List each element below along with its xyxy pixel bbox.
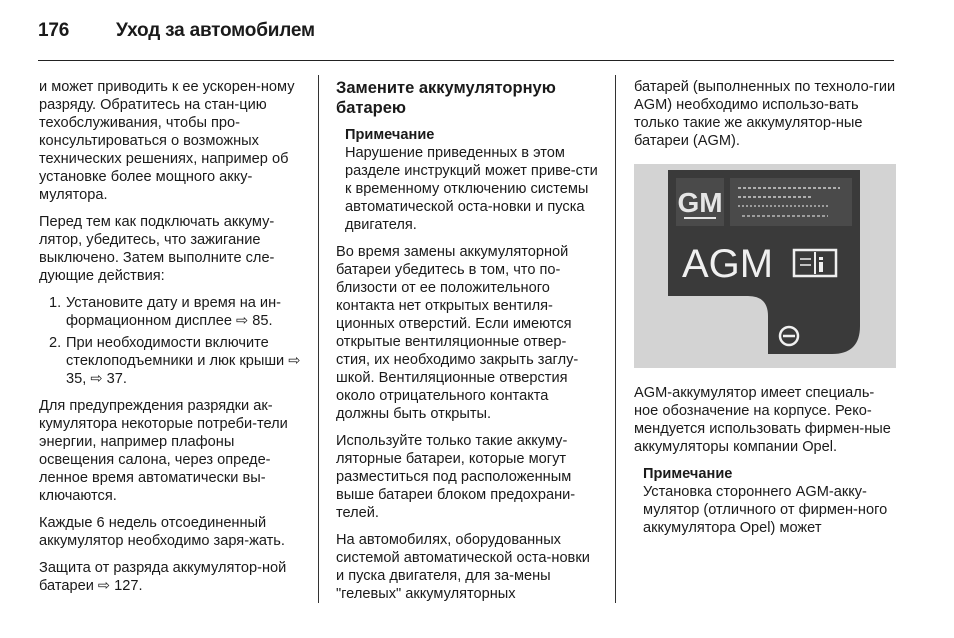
section-heading: Замените аккумуляторную батарею (336, 79, 556, 117)
paragraph: Перед тем как подключать аккуму-лятор, убедитесь, что зажигание выключено. Затем выполните сле-дующие действия: (39, 214, 275, 284)
column-divider (318, 75, 319, 603)
column-1 (39, 78, 301, 604)
step-number: 2. (49, 335, 62, 351)
gm-logo: GM (677, 187, 723, 218)
paragraph: Защита от разряда аккумулятор-ной батареи ⇨ 127. (39, 560, 287, 594)
note-title: Примечание (345, 127, 435, 143)
list-item (39, 334, 301, 388)
page-title: Уход за автомобилем (116, 20, 315, 41)
paragraph: AGM-аккумулятор имеет специаль-ное обозначение на корпусе. Реко-мендуется использовать фирмен-ные аккумуляторы компании Opel. (634, 385, 891, 455)
column-2 (336, 78, 600, 612)
column-3 (634, 78, 896, 546)
agm-label-figure (634, 164, 896, 368)
step-number: 1. (49, 295, 62, 311)
step-text: Установите дату и время на ин-формационном дисплее ⇨ 85. (66, 295, 281, 329)
paragraph: и может приводить к ее ускорен-ному разряду. Обратитесь на стан-цию техобслуживания, чтобы про-консультироваться о возможных технических решениях, например об установке более мощного акку-мулятора. (39, 79, 295, 203)
list-item (39, 294, 301, 330)
agm-battery-label-illustration (634, 164, 896, 368)
paragraph: Каждые 6 недель отсоединенный аккумулятор необходимо заря-жать. (39, 515, 285, 549)
paragraph: батарей (выполненных по техноло-гии AGM) необходимо использо-вать только такие же аккумулятор-ные батареи (AGM). (634, 79, 896, 149)
agm-label-text: AGM (682, 242, 774, 286)
paragraph: Используйте только такие аккуму-ляторные батареи, которые могут разместиться под расположенным выше батареи блоком предохрани-телей. (336, 433, 576, 521)
note-text: Установка стороннего AGM-акку-мулятор (отличного от фирмен-ного аккумулятора Opel) может (643, 484, 888, 536)
page-header (38, 20, 315, 42)
paragraph: Во время замены аккумуляторной батареи убедитесь в том, что по-близости от ее положительного контакта нет открытых вентиля-ционных отверстий. Если имеются открытые вентиляционные отвер-стия, их необходимо закрыть заглу-шкой. Вентиляционные отверстия около отрицательного контакта должны быть открыты. (336, 244, 579, 422)
paragraph: Для предупреждения разрядки ак-кумулятора некоторые потреби-тели энергии, например плафоны освещения салона, через опреде-ленное время автоматически вы-ключаются. (39, 398, 288, 504)
header-rule (38, 60, 894, 61)
note (643, 465, 896, 537)
page-number: 176 (38, 20, 70, 41)
column-divider (615, 75, 616, 603)
note-title: Примечание (643, 466, 733, 482)
note (345, 126, 600, 234)
step-text: При необходимости включите стеклоподъемники и люк крыши ⇨ 35, ⇨ 37. (66, 335, 301, 387)
note-text: Нарушение приведенных в этом разделе инструкций может приве-сти к временному отключению системы автоматической оста-новки и пуска двигателя. (345, 145, 598, 233)
steps-list (39, 294, 301, 388)
paragraph: На автомобилях, оборудованных системой автоматической оста-новки и пуска двигателя, для за-мены "гелевых" аккумуляторных (336, 532, 590, 602)
